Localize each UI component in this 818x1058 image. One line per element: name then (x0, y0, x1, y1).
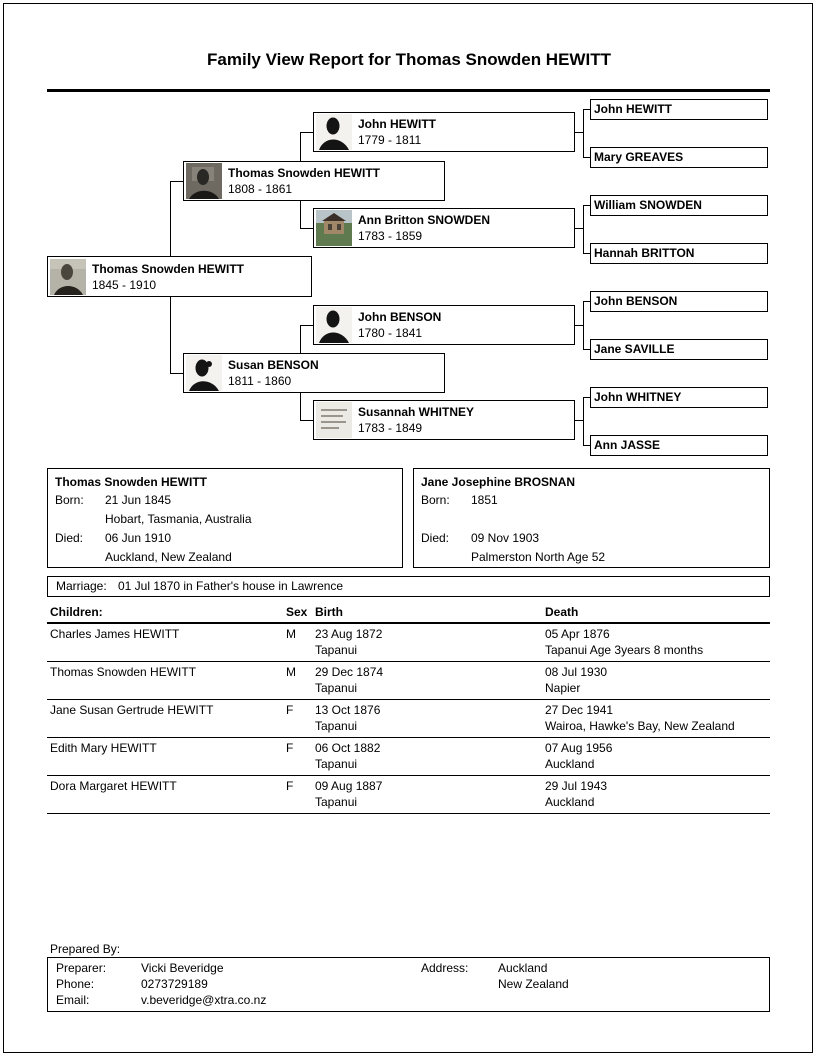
document-photo (316, 402, 352, 438)
email-label: Email: (56, 993, 90, 1007)
marriage-value: 01 Jul 1870 in Father's house in Lawrence (118, 579, 344, 593)
child-name: Jane Susan Gertrude HEWITT (50, 703, 214, 717)
person-name: Thomas Snowden HEWITT (92, 261, 244, 276)
child-death-date: 27 Dec 1941 (545, 703, 614, 717)
person-name: Susannah WHITNEY (358, 405, 475, 419)
born-place: Hobart, Tasmania, Australia (105, 512, 252, 526)
child-birth-place: Tapanui (315, 681, 358, 695)
detail-name: Thomas Snowden HEWITT (55, 475, 207, 489)
child-death-date: 08 Jul 1930 (545, 665, 608, 679)
person-box-great-grandparent (590, 243, 768, 264)
prepared-by-label: Prepared By: (50, 942, 121, 956)
born-label: Born: (55, 493, 84, 507)
died-date: 09 Nov 1903 (471, 531, 540, 545)
children-header (47, 604, 770, 624)
child-death-date: 29 Jul 1943 (545, 779, 608, 793)
person-name: John HEWITT (358, 117, 436, 131)
child-row (47, 700, 770, 738)
mother-silhouette (186, 355, 222, 391)
died-place: Auckland, New Zealand (105, 550, 232, 564)
marriage-box (47, 576, 770, 597)
person-name: Mary GREAVES (594, 150, 684, 164)
person-box-subject (47, 256, 312, 297)
person-box-father (183, 161, 445, 201)
person-dates: 1780 - 1841 (358, 326, 423, 340)
child-name: Dora Margaret HEWITT (50, 779, 177, 793)
person-box-maternal-grandmother (313, 400, 575, 440)
subject-detail-box (47, 468, 403, 568)
died-label: Died: (55, 531, 84, 545)
person-name: Susan BENSON (228, 358, 319, 372)
person-box-great-grandparent (590, 387, 768, 408)
child-sex: M (286, 627, 296, 641)
person-box-great-grandparent (590, 195, 768, 216)
person-dates: 1811 - 1860 (228, 374, 292, 388)
person-name: Hannah BRITTON (594, 246, 695, 260)
person-name: John HEWITT (594, 102, 672, 116)
child-birth-date: 23 Aug 1872 (315, 627, 383, 641)
person-box-mother (183, 353, 445, 393)
preparer-box (47, 957, 770, 1012)
person-name: John BENSON (594, 294, 678, 308)
address-line1: Auckland (498, 961, 548, 975)
child-sex: F (286, 703, 294, 717)
child-death-place: Tapanui Age 3years 8 months (545, 643, 704, 657)
header-birth: Birth (315, 605, 343, 619)
child-row (47, 662, 770, 700)
child-sex: F (286, 741, 294, 755)
child-name: Edith Mary HEWITT (50, 741, 157, 755)
person-dates: 1808 - 1861 (228, 182, 293, 196)
child-death-place: Auckland (545, 795, 595, 809)
born-date: 21 Jun 1845 (105, 493, 172, 507)
person-box-great-grandparent (590, 147, 768, 168)
born-date: 1851 (471, 493, 498, 507)
header-children: Children: (50, 605, 103, 619)
child-sex: F (286, 779, 294, 793)
person-dates: 1783 - 1859 (358, 229, 423, 243)
child-row (47, 738, 770, 776)
preparer-label: Preparer: (56, 961, 107, 975)
child-death-date: 05 Apr 1876 (545, 627, 610, 641)
child-row (47, 624, 770, 662)
person-name: William SNOWDEN (594, 198, 702, 212)
person-dates: 1783 - 1849 (358, 421, 423, 435)
person-dates: 1845 - 1910 (92, 277, 157, 292)
person-name: John WHITNEY (594, 390, 682, 404)
child-birth-place: Tapanui (315, 643, 358, 657)
child-row (47, 776, 770, 814)
phone-label: Phone: (56, 977, 95, 991)
male-silhouette (316, 114, 352, 150)
person-box-paternal-grandmother (313, 208, 575, 248)
marriage-label: Marriage: (56, 579, 107, 593)
child-name: Charles James HEWITT (50, 627, 180, 641)
spouse-detail-box (413, 468, 770, 568)
address-line2: New Zealand (498, 977, 569, 991)
person-name: John BENSON (358, 310, 442, 324)
person-name: Thomas Snowden HEWITT (228, 166, 380, 180)
person-dates: 1779 - 1811 (358, 133, 422, 147)
person-box-great-grandparent (590, 435, 768, 456)
child-death-place: Napier (545, 681, 581, 695)
person-name: Ann Britton SNOWDEN (358, 213, 490, 227)
person-name: Jane SAVILLE (594, 342, 675, 356)
child-birth-date: 13 Oct 1876 (315, 703, 381, 717)
child-name: Thomas Snowden HEWITT (50, 665, 197, 679)
child-birth-place: Tapanui (315, 757, 358, 771)
born-place (471, 510, 769, 529)
person-box-maternal-grandfather (313, 305, 575, 345)
child-death-place: Auckland (545, 757, 595, 771)
subject-portrait-photo (50, 259, 86, 295)
male-silhouette (316, 307, 352, 343)
header-death: Death (545, 605, 579, 619)
header-sex: Sex (286, 605, 308, 619)
person-box-great-grandparent (590, 339, 768, 360)
child-birth-date: 06 Oct 1882 (315, 741, 381, 755)
child-birth-date: 09 Aug 1887 (315, 779, 383, 793)
child-death-place: Wairoa, Hawke's Bay, New Zealand (545, 719, 735, 733)
died-place: Palmerston North Age 52 (471, 550, 606, 564)
born-label: Born: (421, 493, 450, 507)
house-photo (316, 210, 352, 246)
address-label: Address: (421, 961, 469, 975)
child-birth-date: 29 Dec 1874 (315, 665, 384, 679)
preparer-value: Vicki Beveridge (141, 961, 224, 975)
died-label: Died: (421, 531, 450, 545)
person-name: Ann JASSE (594, 438, 661, 452)
children-table (47, 604, 770, 814)
page-title: Family View Report for Thomas Snowden HEWITT (207, 50, 611, 69)
child-death-date: 07 Aug 1956 (545, 741, 613, 755)
child-birth-place: Tapanui (315, 719, 358, 733)
person-box-great-grandparent (590, 99, 768, 120)
died-date: 06 Jun 1910 (105, 531, 172, 545)
person-box-great-grandparent (590, 291, 768, 312)
email-value: v.beveridge@xtra.co.nz (141, 993, 267, 1007)
father-portrait-photo (186, 163, 222, 199)
detail-name: Jane Josephine BROSNAN (421, 475, 576, 489)
child-birth-place: Tapanui (315, 795, 358, 809)
phone-value: 0273729189 (141, 977, 208, 991)
child-sex: M (286, 665, 296, 679)
person-box-paternal-grandfather (313, 112, 575, 152)
